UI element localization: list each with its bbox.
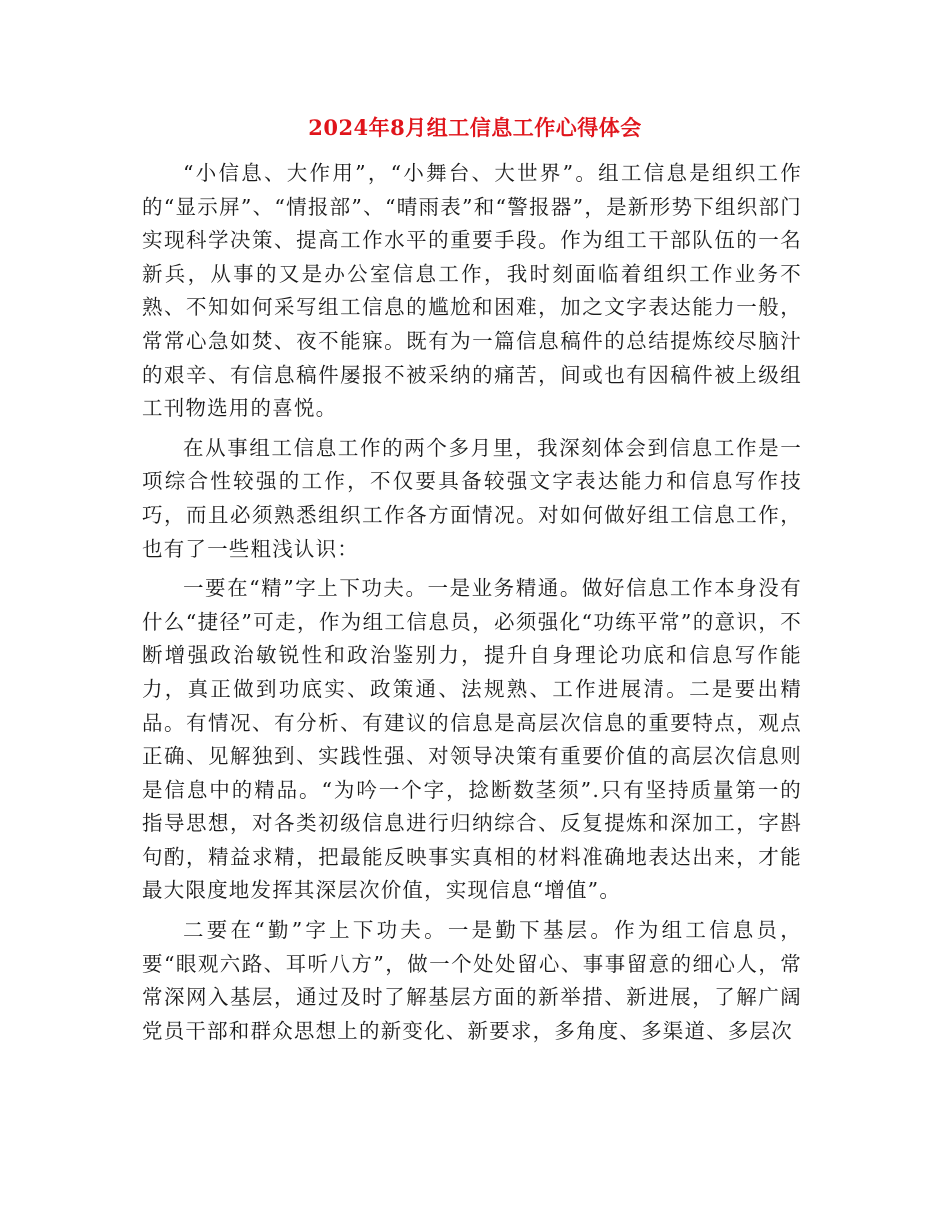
document-body [142,157,802,1054]
paragraph: 在从事组工信息工作的两个多月里，我深刻体会到信息工作是一项综合性较强的工作，不仅要具备较强文字表达能力和信息写作技巧，而且必须熟悉组织工作各方面情况。对如何做好组工信息工作，也有了一些粗浅认识： [142,435,802,561]
paragraph: “小信息、大作用”，“小舞台、大世界”。组工信息是组织工作的“显示屏”、“情报部”、“晴雨表”和“警报器”，是新形势下组织部门实现科学决策、提高工作水平的重要手段。作为组工干部队伍的一名新兵，从事的又是办公室信息工作，我时刻面临着组织工作业务不熟、不知如何采写组工信息的尴尬和困难，加之文字表达能力一般，常常心急如焚、夜不能寐。既有为一篇信息稿件的总结提炼绞尽脑汁的艰辛、有信息稿件屡报不被采纳的痛苦，间或也有因稿件被上级组工刊物选用的喜悦。 [142,161,802,421]
paragraph: 二要在“勤”字上下功夫。一是勤下基层。作为组工信息员，要“眼观六路、耳听八方”，做一个处处留心、事事留意的细心人，常常深网入基层，通过及时了解基层方面的新举措、新进展，了解广阔党员干部和群众思想上的新变化、新要求，多角度、多渠道、多层次 [142,918,802,1043]
document-title: 2024年8月组工信息工作心得体会 [308,115,642,140]
paragraph: 一要在“精”字上下功夫。一是业务精通。做好信息工作本身没有什么“捷径”可走，作为组工信息员，必须强化“功练平常”的意识，不断增强政治敏锐性和政治鉴别力，提升自身理论功底和信息写作能力，真正做到功底实、政策通、法规熟、工作进展清。二是要出精品。有情况、有分析、有建议的信息是高层次信息的重要特点，观点正确、见解独到、实践性强、对领导决策有重要价值的高层次信息则是信息中的精品。“为吟一个字，捻断数茎须”.只有坚持质量第一的指导思想，对各类初级信息进行归纳综合、反复提炼和深加工，字斟句酌，精益求精，把最能反映事实真相的材料准确地表达出来，才能最大限度地发挥其深层次价值，实现信息“增值”。 [142,576,802,903]
